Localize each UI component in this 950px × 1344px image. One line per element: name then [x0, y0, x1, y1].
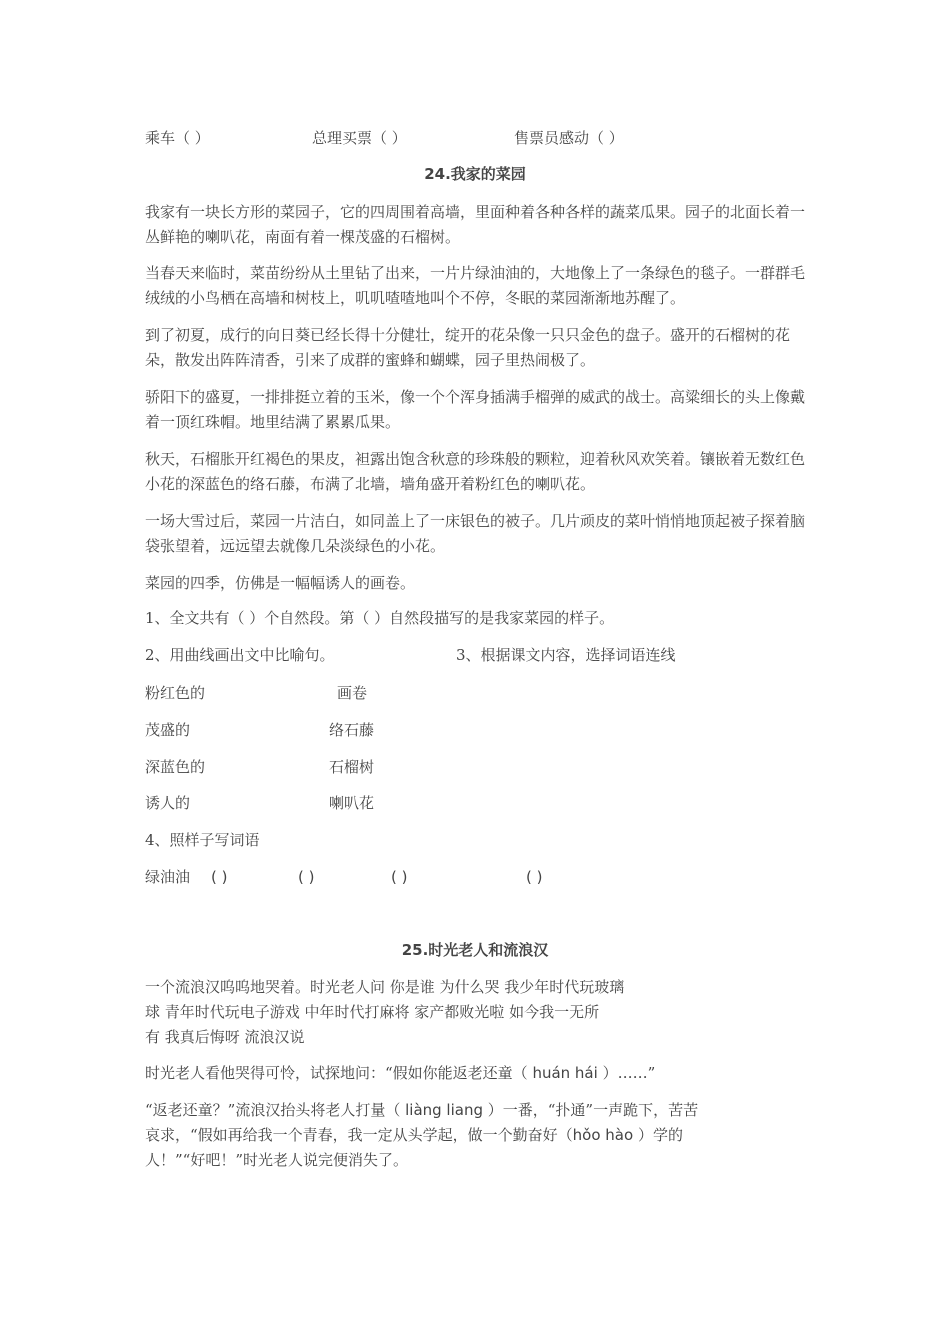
s25-p1-line-1: 一个流浪汉呜呜地哭着。时光老人问 你是谁 为什么哭 我少年时代玩玻璃 — [145, 978, 625, 996]
q4-example-word: 绿油油 — [145, 868, 191, 886]
s25-p1-line-3: 有 我真后悔呀 流浪汉说 — [145, 1028, 305, 1046]
s24-paragraph-6: 一场大雪过后，菜园一片洁白，如同盖上了一床银色的被子。几片顽皮的菜叶悄悄地顶起被子探着脑袋张望着，远远望去就像几朵淡绿色的小花。 — [145, 512, 806, 555]
s24-paragraph-5: 秋天，石榴胀开红褐色的果皮，袒露出饱含秋意的珍珠般的颗粒，迎着秋风欢笑着。镶嵌着无数红色小花的深蓝色的络石藤，布满了北墙，墙角盛开着粉红色的喇叭花。 — [145, 450, 806, 493]
s25-p3-line-3: 人！”“好吧！”时光老人说完便消失了。 — [145, 1151, 409, 1169]
s24-paragraph-2: 当春天来临时，菜苗纷纷从土里钻了出来，一片片绿油油的，大地像上了一条绿色的毯子。一群群毛绒绒的小鸟栖在高墙和树枝上，叽叽喳喳地叫个不停，冬眠的菜园渐渐地苏醒了。 — [145, 264, 806, 307]
question-4: 4、照样子写词语 — [145, 831, 260, 849]
match-right-2: 络石藤 — [329, 721, 375, 739]
q4-blank-4[interactable]: ( ) — [526, 868, 543, 886]
s25-p3-l2-text-b: ）学的 — [637, 1126, 683, 1144]
match-left-2: 茂盛的 — [145, 721, 191, 739]
s25-p2-text-b: ）……” — [602, 1064, 656, 1082]
s25-p3-l2-text-a: 哀求，“假如再给我一个青春，我一定从头学起，做一个勤奋好（ — [145, 1126, 573, 1144]
section-24-title: 24.我家的菜园 — [424, 165, 526, 183]
match-right-1: 画卷 — [337, 684, 368, 702]
s24-paragraph-7: 菜园的四季，仿佛是一幅幅诱人的画卷。 — [145, 574, 416, 592]
s24-paragraph-1: 我家有一块长方形的菜园子，它的四周围着高墙，里面种着各种各样的蔬菜瓜果。园子的北面长着一丛鲜艳的喇叭花，南面有着一棵茂盛的石榴树。 — [145, 203, 806, 246]
s25-p2-pinyin: huán hái — [527, 1064, 603, 1082]
top-item-conductor-moved: 售票员感动（ ） — [514, 129, 624, 147]
match-right-3: 石榴树 — [329, 758, 375, 776]
q4-blank-3[interactable]: ( ) — [391, 868, 408, 886]
s25-p3-l1-text-a: “返老还童？”流浪汉抬头将老人打量（ — [145, 1101, 401, 1119]
match-left-3: 深蓝色的 — [145, 758, 206, 776]
question-2: 2、用曲线画出文中比喻句。 — [145, 646, 335, 664]
s24-paragraph-4: 骄阳下的盛夏，一排排挺立着的玉米，像一个个浑身插满手榴弹的威武的战士。高粱细长的头上像戴着一顶红珠帽。地里结满了累累瓜果。 — [145, 388, 806, 431]
match-left-4: 诱人的 — [145, 794, 191, 812]
s25-p3-l1-pinyin: liàng liang — [400, 1101, 488, 1119]
match-right-4: 喇叭花 — [329, 794, 375, 812]
q4-blank-2[interactable]: ( ) — [298, 868, 315, 886]
s25-p3-line-2 — [145, 1123, 810, 1148]
s25-p3-l1-text-b: ）一番，“扑通”一声跪下，苦苦 — [487, 1101, 699, 1119]
top-item-ride: 乘车（ ） — [145, 129, 210, 147]
s25-paragraph-2 — [145, 1062, 655, 1084]
match-left-1: 粉红色的 — [145, 684, 206, 702]
s25-paragraph-1 — [145, 975, 810, 1050]
s25-p1-line-2: 球 青年时代玩电子游戏 中年时代打麻将 家产都败光啦 如今我一无所 — [145, 1003, 600, 1021]
top-item-premier-ticket: 总理买票（ ） — [312, 129, 407, 147]
q4-blank-1[interactable]: ( ) — [211, 868, 228, 886]
s24-paragraph-3: 到了初夏，成行的向日葵已经长得十分健壮，绽开的花朵像一只只金色的盘子。盛开的石榴树的花朵，散发出阵阵清香，引来了成群的蜜蜂和蝴蝶，园子里热闹极了。 — [145, 326, 791, 369]
s25-p2-text-a: 时光老人看他哭得可怜，试探地问：“假如你能返老还童（ — [145, 1064, 528, 1082]
s25-p3-l2-pinyin: hǒo hào — [572, 1126, 638, 1144]
s25-p3-line-1 — [145, 1098, 810, 1123]
s25-paragraph-3 — [145, 1098, 810, 1173]
question-1: 1、全文共有（ ）个自然段。第（ ）自然段描写的是我家菜园的样子。 — [145, 609, 615, 627]
question-3: 3、根据课文内容，选择词语连线 — [456, 646, 676, 664]
section-25-title: 25.时光老人和流浪汉 — [401, 941, 549, 959]
